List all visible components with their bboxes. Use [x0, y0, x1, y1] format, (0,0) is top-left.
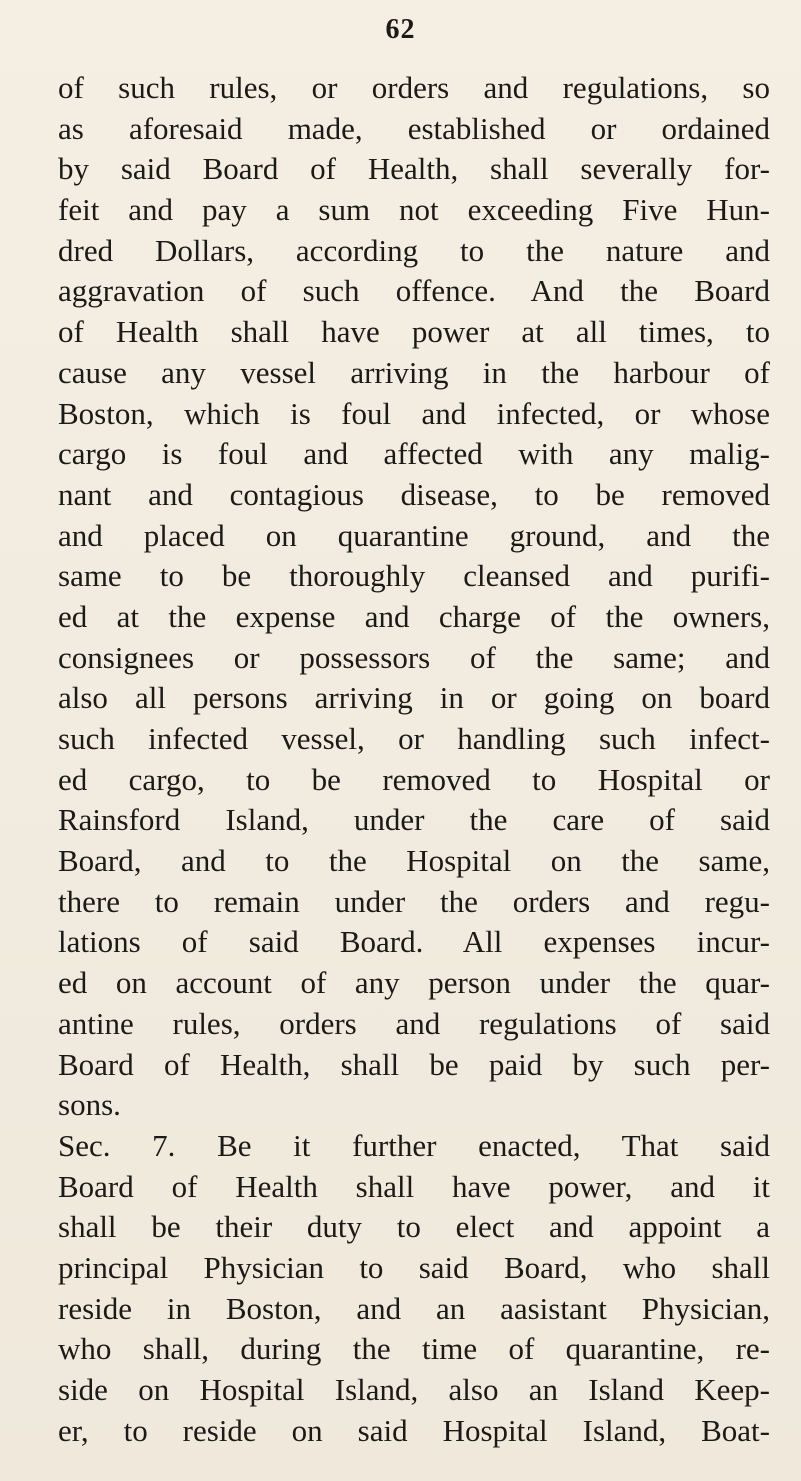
text-line: dred Dollars, according to the nature and: [58, 232, 770, 268]
text-line: same to be thoroughly cleansed and purifi-: [58, 558, 770, 594]
text-line: feit and pay a sum not exceeding Five Hun-: [58, 192, 770, 228]
text-line: cargo is foul and affected with any malig-: [58, 436, 770, 472]
text-line: reside in Boston, and an aasistant Physician,: [58, 1290, 770, 1326]
text-line: ed cargo, to be removed to Hospital or: [58, 761, 770, 797]
page-body-text: [58, 68, 770, 1451]
text-line: Board, and to the Hospital on the same,: [58, 843, 770, 879]
text-line: principal Physician to said Board, who shall: [58, 1249, 770, 1285]
text-line: antine rules, orders and regulations of said: [58, 1005, 770, 1041]
text-line: there to remain under the orders and regu-: [58, 883, 770, 919]
text-line: aggravation of such offence. And the Board: [58, 273, 770, 309]
text-line: sons.: [58, 1087, 121, 1123]
text-line: as aforesaid made, established or ordained: [58, 110, 770, 146]
text-line: of Health shall have power at all times, to: [58, 314, 770, 350]
text-line: and placed on quarantine ground, and the: [58, 517, 770, 553]
text-line: nant and contagious disease, to be removed: [58, 476, 770, 512]
text-line: shall be their duty to elect and appoint a: [58, 1209, 770, 1245]
text-line: who shall, during the time of quarantine, re-: [58, 1331, 770, 1367]
text-line: ed at the expense and charge of the owners,: [58, 598, 770, 634]
text-line: by said Board of Health, shall severally for-: [58, 151, 770, 187]
page-number: 62: [385, 14, 416, 45]
text-line: Board of Health shall have power, and it: [58, 1168, 770, 1204]
text-line: side on Hospital Island, also an Island Keep-: [58, 1372, 770, 1407]
text-line: of such rules, or orders and regulations, so: [58, 70, 770, 105]
text-line: cause any vessel arriving in the harbour of: [58, 354, 770, 390]
text-line: also all persons arriving in or going on board: [58, 680, 770, 716]
text-line: Board of Health, shall be paid by such per-: [58, 1046, 770, 1082]
section-heading-line: Sec. 7. Be it further enacted, That said: [58, 1127, 770, 1163]
text-line: consignees or possessors of the same; and: [58, 639, 770, 675]
text-line: ed on account of any person under the quar-: [58, 965, 770, 1001]
text-line: Rainsford Island, under the care of said: [58, 802, 770, 838]
text-line: er, to reside on said Hospital Island, Boat-: [58, 1412, 770, 1448]
text-line: Boston, which is foul and infected, or whose: [58, 395, 770, 431]
text-line: lations of said Board. All expenses incur-: [58, 924, 770, 960]
text-line: such infected vessel, or handling such infect-: [58, 721, 770, 756]
